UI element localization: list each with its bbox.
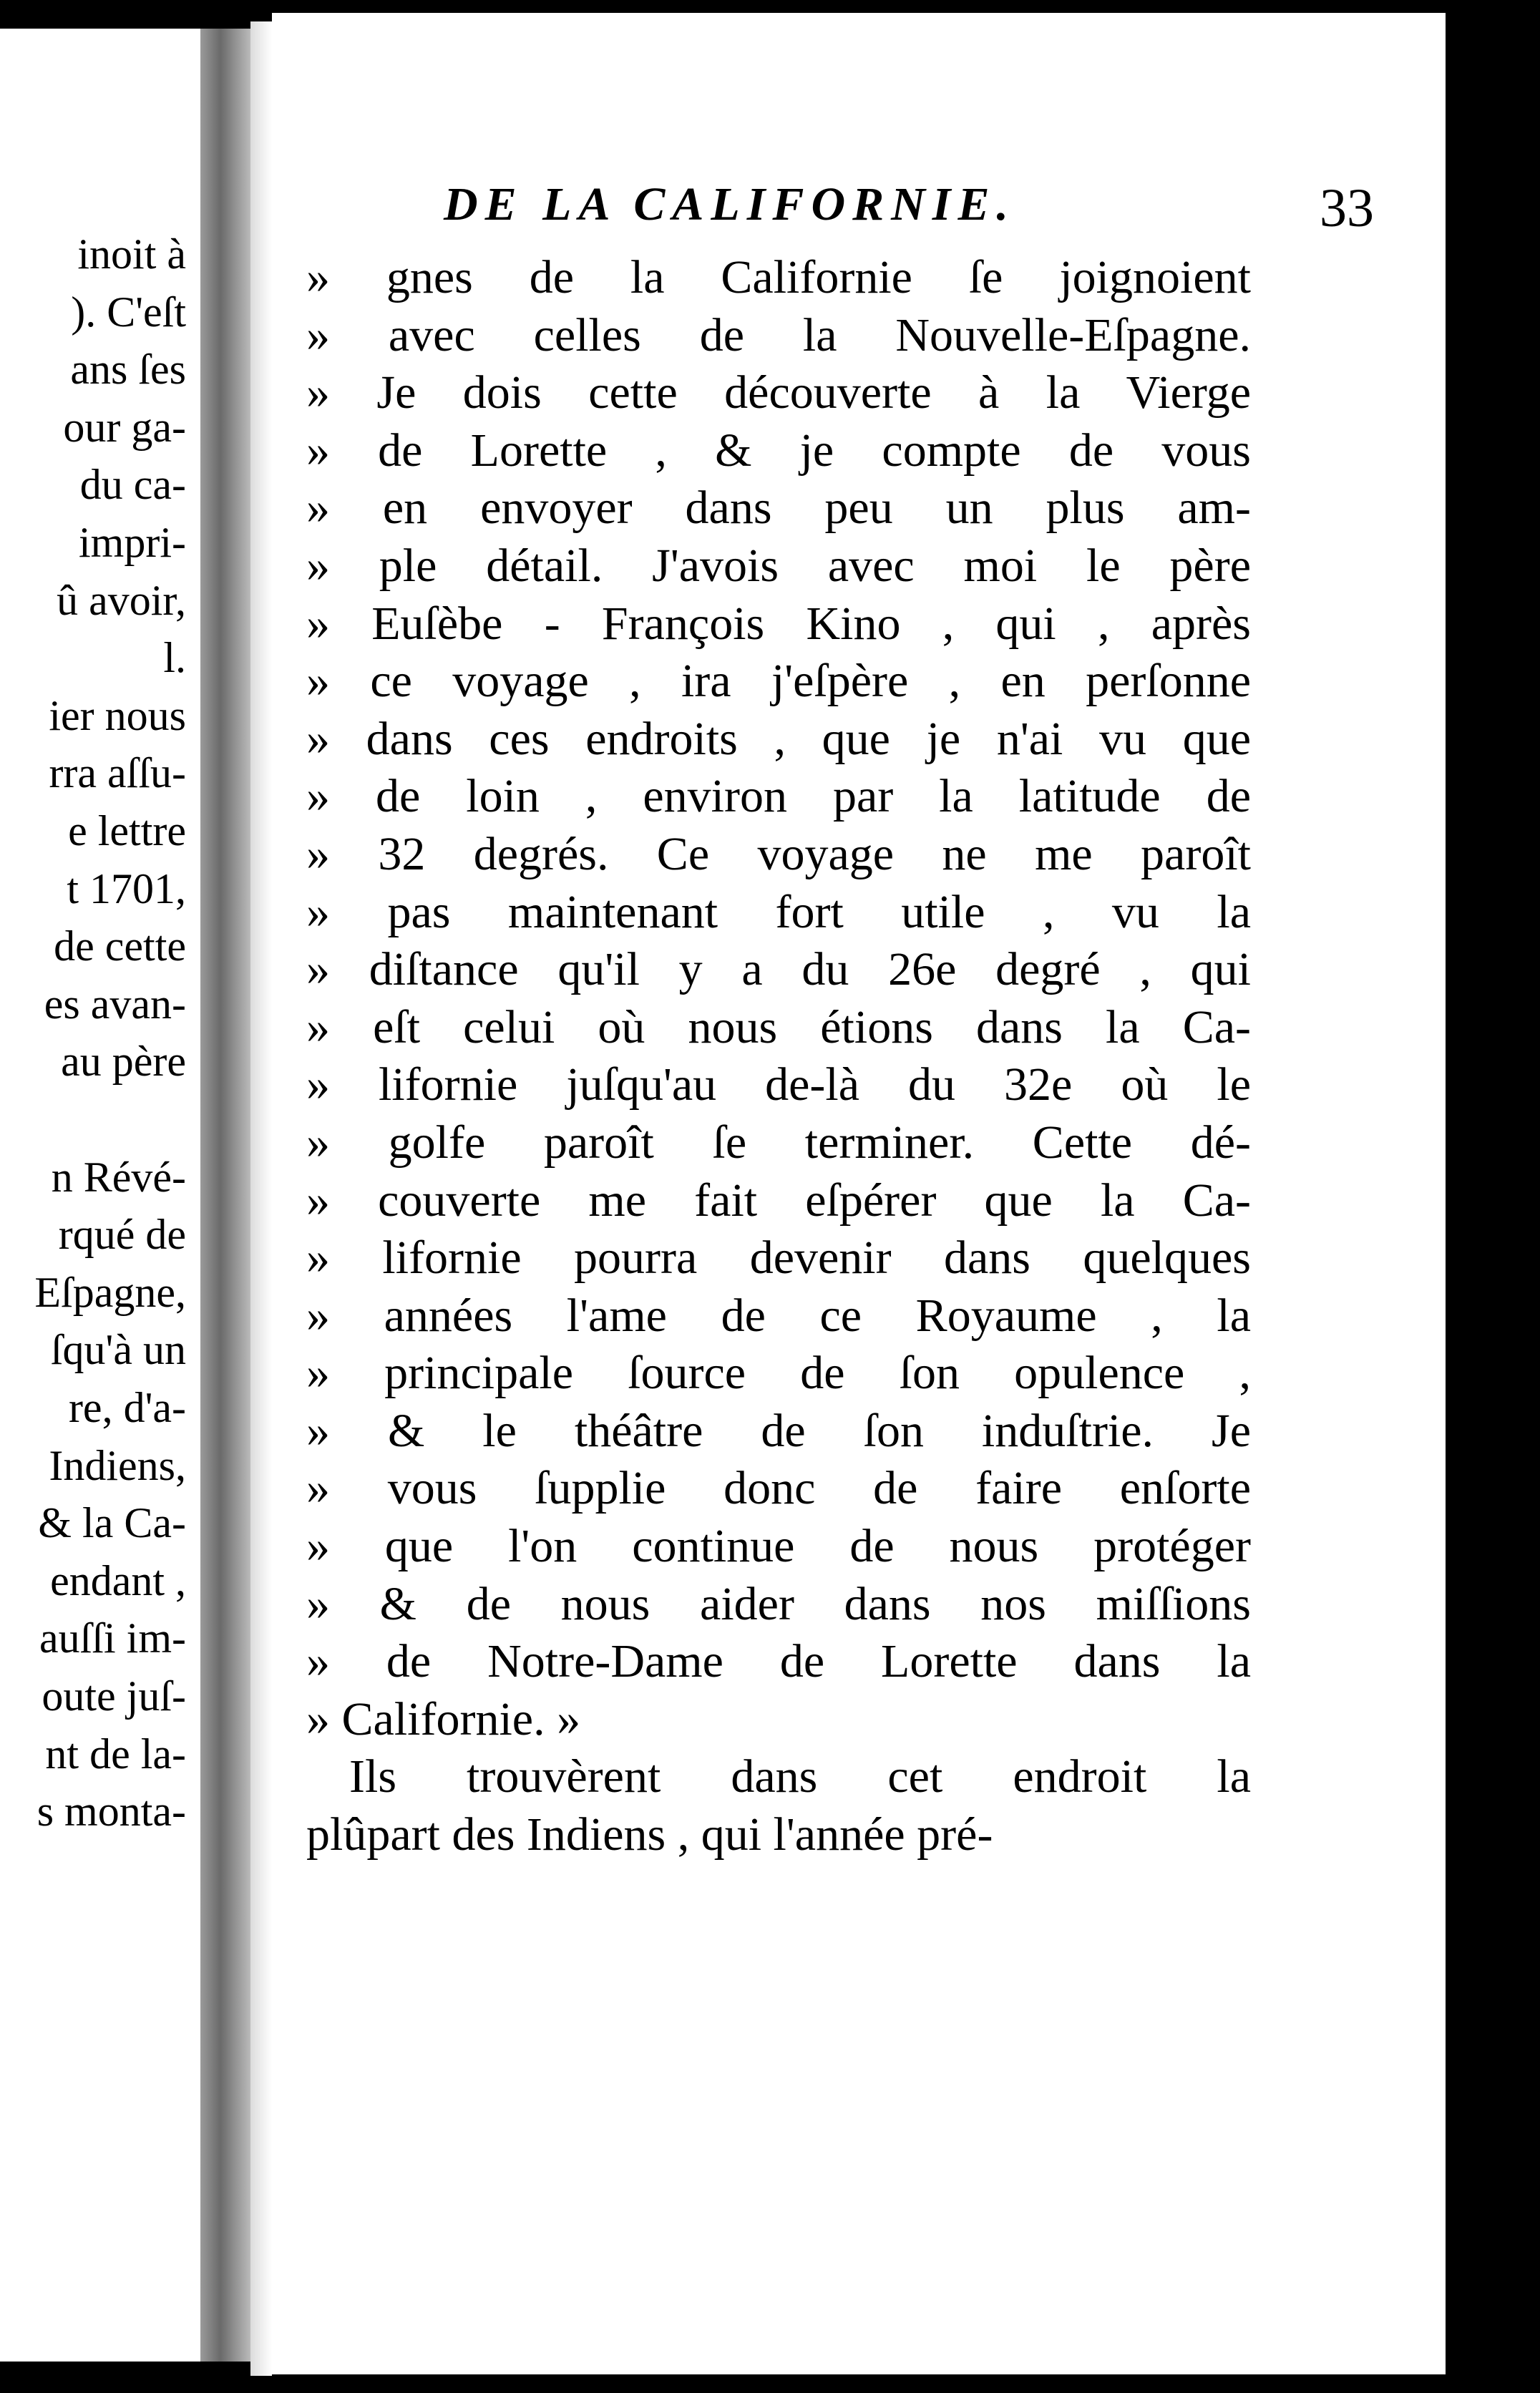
- left-page-line: Indiens,: [49, 1441, 186, 1489]
- gutter-shading: [250, 21, 272, 2376]
- text-line: » gnes de la Californie ſe joignoient: [306, 251, 1251, 303]
- text-line: » golfe paroît ſe terminer. Cette dé-: [306, 1116, 1251, 1169]
- text-line: » de loin , environ par la latitude de: [306, 770, 1251, 823]
- book-gutter: [200, 29, 250, 2362]
- left-page-line: endant ,: [50, 1556, 186, 1604]
- text-line: » avec celles de la Nouvelle-Eſpagne.: [306, 308, 1251, 361]
- text-line: » Je dois cette découverte à la Vierge: [306, 366, 1251, 419]
- running-head: DE LA CALIFORNIE.: [444, 178, 1015, 230]
- scan-border-right: [1446, 0, 1540, 2393]
- text-line: » & de nous aider dans nos miſſions: [306, 1577, 1251, 1630]
- text-line: » dans ces endroits , que je n'ai vu que: [306, 712, 1251, 765]
- text-line: » en envoyer dans peu un plus am-: [306, 482, 1251, 535]
- text-line: » ple détail. J'avois avec moi le père: [306, 539, 1251, 592]
- left-page-line: auſſi im-: [39, 1614, 186, 1662]
- left-page-line: û avoir,: [57, 576, 186, 624]
- left-page-line: impri-: [79, 519, 186, 566]
- text-line: » pas maintenant fort utile , vu la: [306, 885, 1251, 938]
- text-line: plûpart des Indiens , qui l'année pré-: [306, 1808, 993, 1861]
- text-line: » de Lorette , & je compte de vous: [306, 424, 1251, 477]
- left-page-line: du ca-: [79, 461, 186, 509]
- left-page-line: t 1701,: [67, 864, 186, 912]
- left-page-line: ſqu'à un: [50, 1326, 186, 1374]
- text-line: » années l'ame de ce Royaume , la: [306, 1289, 1251, 1342]
- text-line: » & le théâtre de ſon induſtrie. Je: [306, 1404, 1251, 1457]
- text-line: » Euſèbe - François Kino , qui , après: [306, 597, 1251, 650]
- left-page-line: s monta-: [36, 1788, 186, 1836]
- page-header: [444, 177, 1374, 242]
- text-line: » lifornie pourra devenir dans quelques: [306, 1232, 1251, 1285]
- text-line: » vous ſupplie donc de faire enſorte: [306, 1462, 1251, 1515]
- left-page-line: ans ſes: [70, 346, 186, 394]
- text-line: Ils trouvèrent dans cet endroit la: [349, 1750, 1251, 1803]
- left-page-line: re, d'a-: [68, 1384, 186, 1431]
- text-line: » de Notre-Dame de Lorette dans la: [306, 1635, 1251, 1688]
- facing-page-left: [0, 29, 200, 2362]
- text-line: » 32 degrés. Ce voyage ne me paroît: [306, 827, 1251, 880]
- text-line: » diſtance qu'il y a du 26e degré , qui: [306, 943, 1251, 996]
- left-page-line: inoit à: [77, 230, 186, 278]
- left-page-line: l.: [163, 634, 186, 682]
- page-number: 33: [1320, 178, 1374, 238]
- left-page-line: e lettre: [68, 807, 186, 854]
- left-page-line: ). C'eſt: [71, 288, 186, 336]
- left-page-line: ier nous: [49, 691, 186, 739]
- text-line: » Californie. »: [306, 1692, 581, 1745]
- left-page-line: & la Ca-: [38, 1499, 186, 1547]
- left-page-line: n Révé-: [51, 1153, 186, 1201]
- text-line: » eſt celui où nous étions dans la Ca-: [306, 1000, 1251, 1053]
- left-page-line: rra aſſu-: [49, 749, 186, 797]
- text-line: » ce voyage , ira j'eſpère , en perſonne: [306, 655, 1251, 708]
- left-page-line: rqué de: [58, 1211, 186, 1259]
- body-text: [306, 249, 1251, 1864]
- text-line: » lifornie juſqu'au de-là du 32e où le: [306, 1058, 1251, 1111]
- left-page-line: our ga-: [63, 403, 186, 451]
- left-page-line: au père: [61, 1038, 186, 1086]
- left-page-line: oute juſ-: [42, 1672, 186, 1720]
- book-page: [272, 13, 1446, 2374]
- text-line: » couverte me fait eſpérer que la Ca-: [306, 1174, 1251, 1227]
- text-line: » que l'on continue de nous protéger: [306, 1520, 1251, 1573]
- text-line: » principale ſource de ſon opulence ,: [306, 1347, 1251, 1400]
- left-page-line: nt de la-: [45, 1730, 186, 1778]
- left-page-line: Eſpagne,: [34, 1268, 186, 1316]
- left-page-line: es avan-: [44, 980, 186, 1028]
- left-page-line: de cette: [54, 922, 186, 970]
